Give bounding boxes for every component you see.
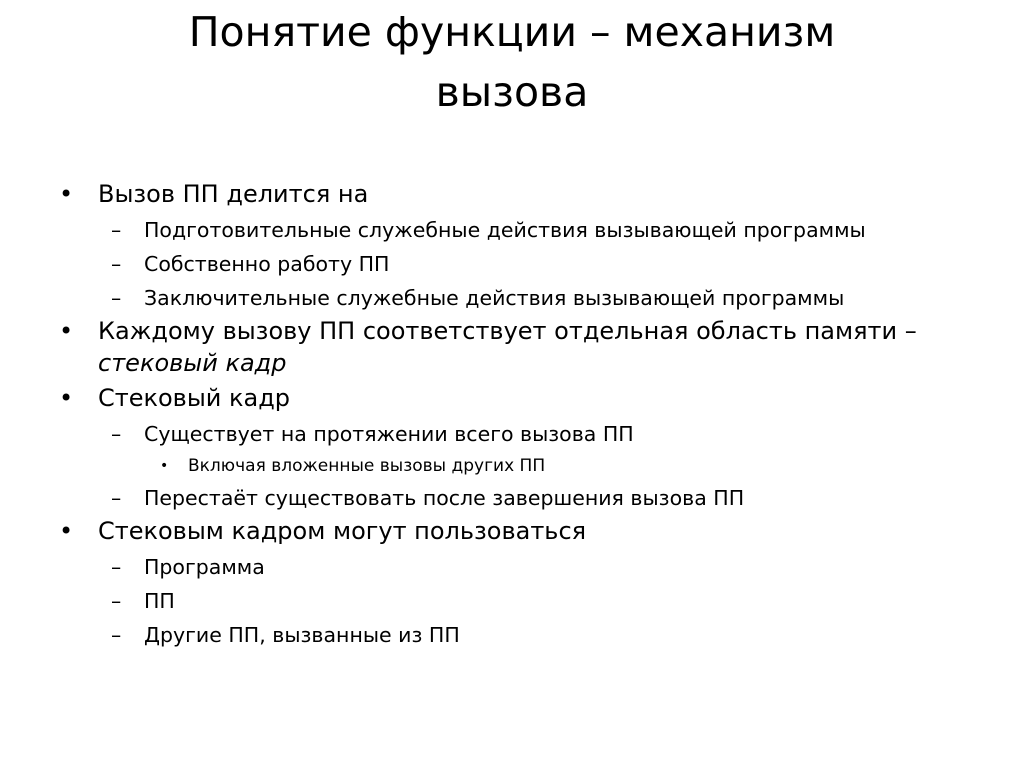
bullet-marker: • <box>59 317 74 345</box>
bullet-marker: • <box>59 517 74 545</box>
sub-item-text: Программа <box>144 555 265 579</box>
bullet-text: Каждому вызову ПП соответствует отдельная область памяти – <box>98 317 917 345</box>
sub-sub-item-text: Включая вложенные вызовы других ПП <box>188 456 546 476</box>
sub-item-subprogram-work <box>0 247 1024 281</box>
bullet-text: Стековым кадром могут пользоваться <box>98 517 587 545</box>
sub-item-text: Существует на протяжении всего вызова ПП <box>144 422 634 446</box>
sub-item-program <box>0 550 1024 584</box>
sub-sub-item-nested-calls <box>0 451 1024 481</box>
slide-content <box>0 178 1024 652</box>
bullet-memory-area <box>0 315 958 379</box>
dash-marker: – <box>111 555 122 579</box>
dash-marker: – <box>111 589 122 613</box>
sub-item-ceases-to-exist <box>0 481 1024 515</box>
sub-item-final-actions <box>0 281 1024 315</box>
sub-item-text: Другие ПП, вызванные из ПП <box>144 623 460 647</box>
dash-marker: – <box>111 486 122 510</box>
sub-item-other-subprograms <box>0 618 1024 652</box>
sub-item-text: Собственно работу ПП <box>144 252 390 276</box>
sub-item-preparatory-actions <box>0 213 1024 247</box>
bullet-stack-frame <box>0 382 1024 414</box>
sub-item-text: Перестаёт существовать после завершения вызова ПП <box>144 486 745 510</box>
dash-marker: – <box>111 252 122 276</box>
bullet-frame-users <box>0 515 1024 547</box>
sub-item-text: Подготовительные служебные действия вызывающей программы <box>144 218 866 242</box>
bullet-text: Стековый кадр <box>98 384 291 412</box>
bullet-marker: • <box>59 180 74 208</box>
dash-marker: – <box>111 218 122 242</box>
bullet-call-division <box>0 178 1024 210</box>
sub-item-text: ПП <box>144 589 175 613</box>
bullet-text: Вызов ПП делится на <box>98 180 369 208</box>
sub-item-subprogram <box>0 584 1024 618</box>
sub-bullet-marker: • <box>160 458 169 474</box>
sub-item-text: Заключительные служебные действия вызывающей программы <box>144 286 845 310</box>
bullet-italic-term: стековый кадр <box>98 349 287 377</box>
bullet-marker: • <box>59 384 74 412</box>
dash-marker: – <box>111 623 122 647</box>
title-line-1: Понятие функции – механизм <box>188 8 836 56</box>
slide-title <box>60 2 964 122</box>
dash-marker: – <box>111 286 122 310</box>
title-line-2: вызова <box>435 68 589 116</box>
sub-item-exists-during-call <box>0 417 1024 451</box>
dash-marker: – <box>111 422 122 446</box>
